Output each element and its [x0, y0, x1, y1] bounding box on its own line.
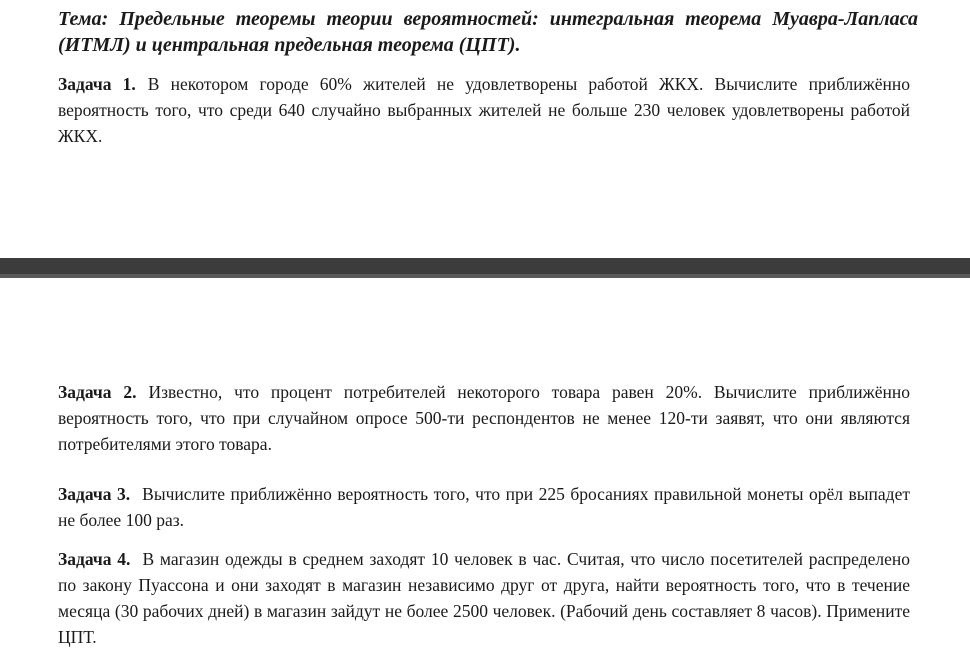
task-3-text: Вычислите приближённо вероятность того, что при 225 бросаниях правильной монеты орёл выпадет не более 100 раз.	[58, 484, 910, 530]
task-2-text: Известно, что процент потребителей некоторого товара равен 20%. Вычислите приближённо вероятность того, что при случайном опросе 500-ти респондентов не менее 120-ти заявят, что они являются потребителями этого товара.	[58, 382, 910, 454]
document-title: Тема: Предельные теоремы теории вероятностей: интегральная теорема Муавра-Лапласа (ИТМЛ) и центральная предельная теорема (ЦПТ).	[58, 8, 918, 56]
task-4	[58, 546, 910, 650]
task-1-paragraph	[58, 71, 910, 149]
task-1	[58, 71, 910, 149]
task-1-text: В некотором городе 60% жителей не удовлетворены работой ЖКХ. Вычислите приближённо вероятность того, что среди 640 случайно выбранных жителей не больше 230 человек удовлетворены работой ЖКХ.	[58, 74, 910, 146]
task-4-label: Задача 4.	[58, 549, 131, 569]
task-3-label: Задача 3.	[58, 484, 131, 504]
task-3-paragraph	[58, 481, 910, 533]
task-2-paragraph	[58, 379, 910, 457]
task-2	[58, 379, 910, 457]
task-1-label: Задача 1.	[58, 74, 136, 94]
task-4-text: В магазин одежды в среднем заходят 10 человек в час. Считая, что число посетителей распределено по закону Пуассона и они заходят в магазин независимо друг от друга, найти вероятность того, что в течение месяца (30 рабочих дней) в магазин зайдут не более 2500 человек. (Рабочий день составляет 8 часов). Примените ЦПТ.	[58, 549, 910, 647]
page-separator	[0, 258, 970, 278]
task-4-paragraph	[58, 546, 910, 650]
task-2-label: Задача 2.	[58, 382, 137, 402]
task-3	[58, 481, 910, 533]
